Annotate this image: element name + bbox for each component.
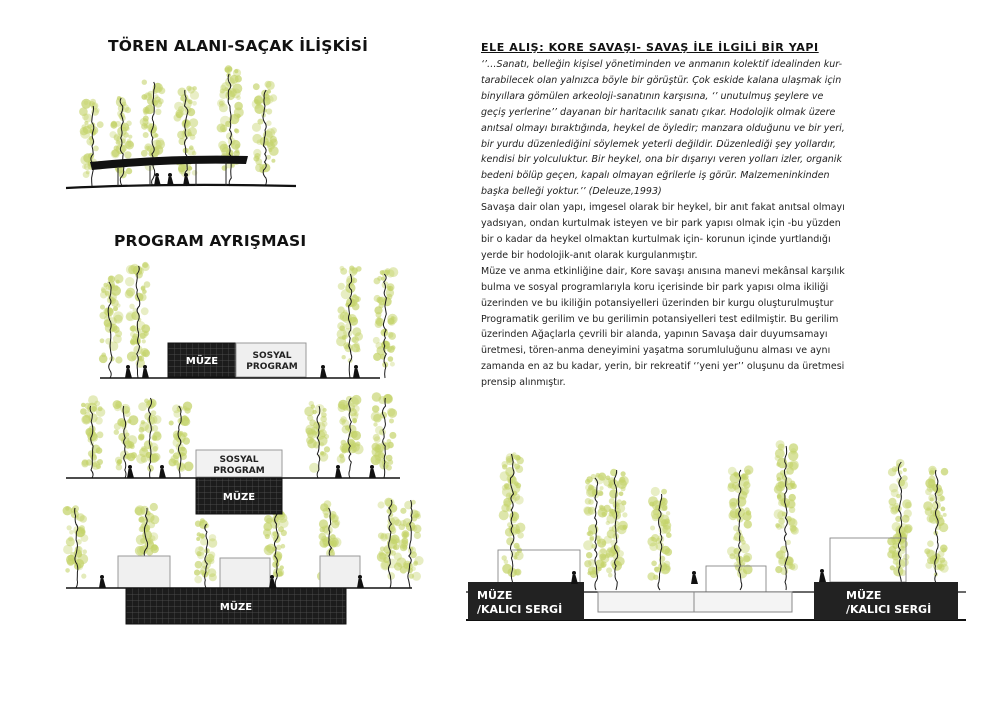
body-line: üzerinden Ağaçlarla çevrili bir alanda, yapının Savaşa dair duyumsamayı [481, 329, 828, 341]
title-program-ayrismasi: PROGRAM AYRIŞMASI [114, 232, 307, 250]
muze-label: MÜZE [477, 589, 513, 602]
text-heading: ELE ALIŞ: KORE SAVAŞI- SAVAŞ İLE İLGİLİ BİR YAPI [481, 41, 819, 54]
muze-label: MÜZE [222, 492, 256, 503]
muze-label: MÜZE [219, 602, 253, 613]
title-toren-alani: TÖREN ALANI-SAÇAK İLİŞKİSİ [108, 37, 369, 55]
quote-line: anıtsal olmayı bıraktığında, heykel de öyledir; manzara olduğunu ve bir yeri, [481, 122, 845, 134]
body-line: Müze ve anma etkinliğine dair, Kore savaşı anısına manevi mekânsal karşılık [481, 265, 845, 277]
quote-line: binyıllara gömülen arkeoloji-sanatının karşısına, ‘’ unutulmuş şeylere ve [481, 90, 824, 102]
program-label: PROGRAM [246, 362, 298, 372]
kalici-sergi-label: /KALICI SERGİ [477, 603, 563, 616]
body-line: yadsıyan, ondan kurtulmak isteyen ve bir park yapısı olmak için -bu yüzden [481, 218, 841, 230]
quote-line: tarabilecek olan yalnızca böyle bir görüştür. Çok eskide kalana ulaşmak için [481, 74, 842, 86]
quote-line: kendisi bir yolculuktur. Bir heykel, ona bir dışarıyı veren yolları izler, organik [481, 154, 842, 166]
body-line: üretmesi, tören-anma deneyimini yaşatma sorumluluğunu alması ve aynı [481, 345, 831, 357]
body-line: zamanda en az bu kadar, yerin, bir rekreatif ‘’yeni yer’’ oluşunu da üretmesi [481, 361, 845, 373]
kalici-sergi-label: /KALICI SERGİ [846, 603, 932, 616]
body-line: Programatik gerilim ve bu gerilimin potansiyelleri test edilmiştir. Bu gerilim [481, 313, 839, 325]
body-line: bulma ve sosyal programlarıyla koru içerisinde bir park yapısı olma ikiliği [481, 281, 829, 293]
sosyal-label: SOSYAL [252, 351, 292, 361]
program-label: PROGRAM [213, 466, 265, 476]
ground-line [66, 185, 296, 188]
body-line: prensip alınmıştır. [481, 377, 566, 389]
quote-line: geçiş yerlerine’’ dayanan bir haritacılık sanatı çıkar. Hodolojik olmak üzere [481, 106, 836, 118]
body-line: üzerinden ve bu ikiliğin potansiyelleri üzerinden bir kurgu oluşturulmuştur [481, 297, 834, 309]
quote-line: ‘’…Sanatı, belleğin kişisel yönetiminden ve anmanın kolektif idealinden kur- [481, 59, 843, 70]
body-line: bir o kadar da heykel olmaktan kurtulmak için- korunun içinde yurtlandığı [481, 233, 831, 245]
muze-label: MÜZE [185, 356, 219, 367]
quote-line: başka belleği yoktur.’’ (Deleuze,1993) [481, 186, 662, 198]
quote-line: bedeni bölüp geçen, kapalı olmayan eğrilerle iş görür. Malzemeninkinden [481, 170, 830, 182]
body-line: Savaşa dair olan yapı, imgesel olarak bir heykel, bir anıt fakat anıtsal olmayı [481, 202, 845, 214]
body-line: yerde bir hodolojik-anıt olarak kurgulanmıştır. [481, 249, 698, 261]
muze-label: MÜZE [846, 589, 882, 602]
program-section-3 [66, 556, 412, 624]
sosyal-label: SOSYAL [219, 455, 259, 465]
quote-line: bir yurdu düzenlediğini söylemek yeterli değildir. Düzenlediği şey yollardır, [481, 138, 836, 150]
